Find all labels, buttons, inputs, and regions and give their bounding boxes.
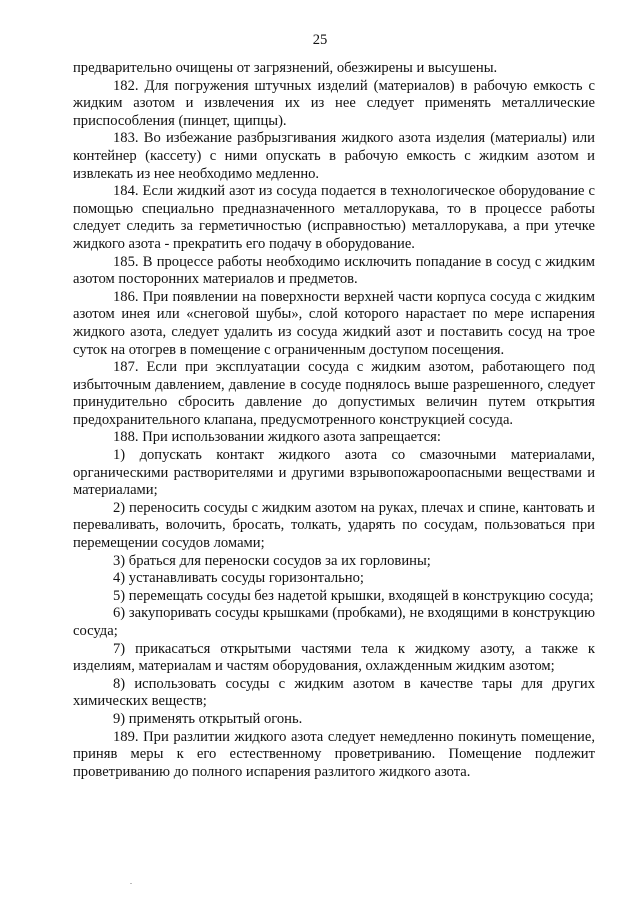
- paragraph-188: 188. При использовании жидкого азота запрещается:: [113, 429, 441, 446]
- paragraph-186: 186. При появлении на поверхности верхней части корпуса сосуда с жидким азотом инея или «снеговой шубы», слой которого нарастает по мере испарения жидкого азота, следует удалить из сосуда жидкий азот и поставить сосуд на трое суток на отогрев в помещение с ограниченным доступом посещения.: [73, 288, 595, 358]
- list-item-7: 7) прикасаться открытыми частями тела к жидкому азоту, а также к изделиям, материалам и частям оборудования, охлажденным жидким азотом;: [73, 640, 595, 675]
- document-body: [73, 60, 595, 781]
- list-item-4: 4) устанавливать сосуды горизонтально;: [113, 570, 364, 587]
- page-number: 25: [312, 32, 328, 48]
- list-item-6: 6) закупоривать сосуды крышками (пробками), не входящими в конструкцию сосуда;: [73, 605, 595, 639]
- paragraph-183: 183. Во избежание разбрызгивания жидкого азота изделия (материалы) или контейнер (кассету) с ними опускать в рабочую емкость с жидким азотом и извлекать из нее необходимо медленно.: [73, 130, 595, 182]
- paragraph-185: 185. В процессе работы необходимо исключить попадание в сосуд с жидким азотом посторонних материалов и предметов.: [73, 253, 595, 288]
- list-item-8: 8) использовать сосуды с жидким азотом в качестве тары для других химических веществ;: [73, 675, 595, 710]
- list-item-2: 2) переносить сосуды с жидким азотом на руках, плечах и спине, кантовать и переваливать, волочить, бросать, толкать, ударять по сосудам, пользоваться при перемещении сосудов ломами;: [73, 499, 595, 552]
- list-item-9: 9) применять открытый огонь.: [113, 710, 303, 727]
- list-item-5: 5) перемещать сосуды без надетой крышки, входящей в конструкцию сосуда;: [113, 587, 594, 604]
- list-item-3: 3) браться для переноски сосудов за их горловины;: [113, 552, 431, 569]
- scan-speck: [130, 883, 132, 884]
- paragraph-187: 187. Если при эксплуатации сосуда с жидким азотом, работающего под избыточным давлением, давление в сосуде поднялось выше разрешенного, следует принудительно сбросить давление до допустимых величин путем открытия предохранительного клапана, предусмотренного конструкцией сосуда.: [73, 359, 595, 428]
- paragraph-184: 184. Если жидкий азот из сосуда подается в технологическое оборудование с помощью специально предназначенного металлорукава, то в процессе работы следует следить за герметичностью (исправностью) металлорукава, а при утечке жидкого азота - прекратить его подачу в оборудование.: [73, 183, 595, 252]
- paragraph-189: 189. При разлитии жидкого азота следует немедленно покинуть помещение, приняв меры к его естественному проветриванию. Помещение подлежит проветриванию до полного испарения разлитого жидкого азота.: [73, 728, 595, 780]
- list-item-1: 1) допускать контакт жидкого азота со смазочными материалами, органическими растворителями и другими взрывопожароопасными веществами и материалами;: [73, 447, 595, 499]
- paragraph-continuation: предварительно очищены от загрязнений, обезжирены и высушены.: [73, 60, 498, 76]
- paragraph-182: 182. Для погружения штучных изделий (материалов) в рабочую емкость с жидким азотом и извлечения их из нее следует применять металлические приспособления (пинцет, щипцы).: [73, 77, 595, 129]
